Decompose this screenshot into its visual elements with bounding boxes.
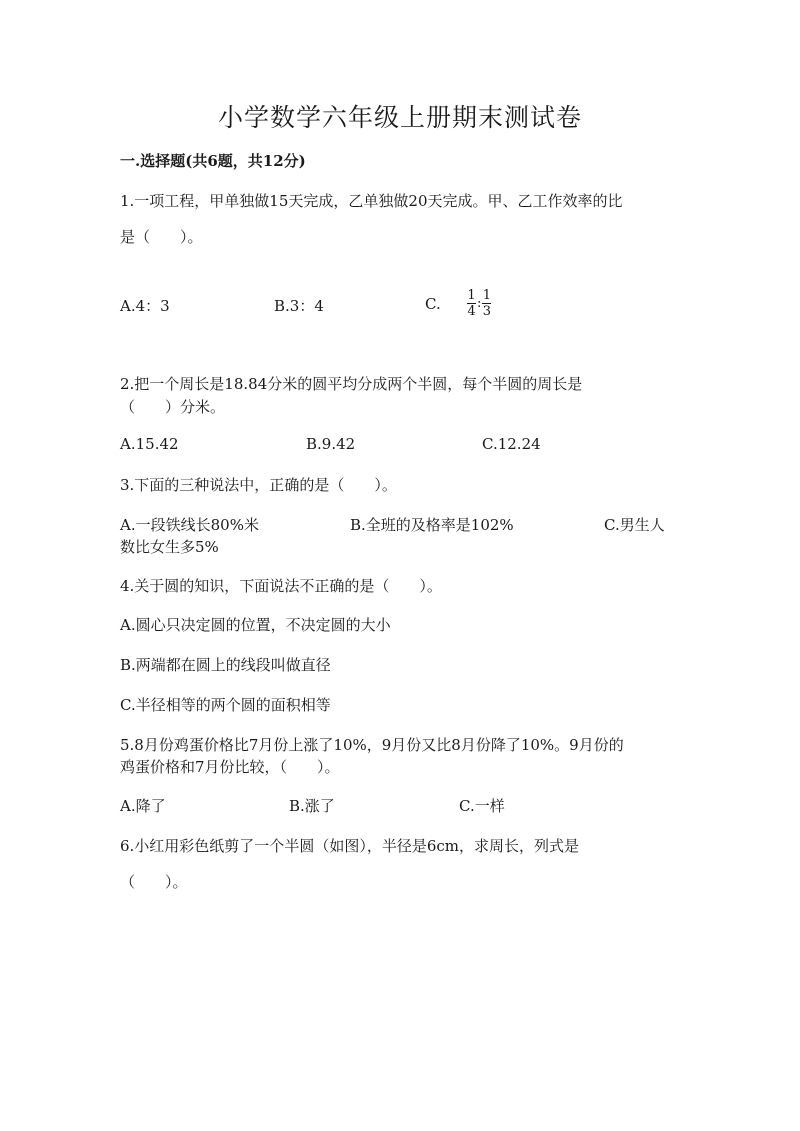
question-1-option-a: A.4：3 xyxy=(120,297,170,315)
question-2-text: 2.把一个周长是18.84分米的圆平均分成两个半圆，每个半圆的周长是 xyxy=(120,375,583,393)
question-1-option-b: B.3：4 xyxy=(274,297,324,315)
question-5-text-cont: 鸡蛋价格和7月份比较，（ ）。 xyxy=(120,758,340,776)
question-1-option-c: C. xyxy=(425,295,441,313)
question-3-option-b: B.全班的及格率是102% xyxy=(350,516,514,534)
ratio-colon: : xyxy=(477,296,482,311)
question-5-option-a: A.降了 xyxy=(120,797,166,815)
fraction-1-4 xyxy=(467,289,476,318)
question-3-option-c-cont: 数比女生多5% xyxy=(120,538,219,556)
question-1-option-c-ratio xyxy=(467,289,491,318)
section-heading: 一.选择题(共6题，共12分) xyxy=(120,152,306,170)
question-2-text-cont: （ ）分米。 xyxy=(120,398,226,416)
question-4-text: 4.关于圆的知识，下面说法不正确的是（ ）。 xyxy=(120,577,442,595)
question-4-option-c: C.半径相等的两个圆的面积相等 xyxy=(120,696,331,714)
question-6-text-cont: （ ）。 xyxy=(120,873,188,891)
question-3-option-c: C.男生人 xyxy=(604,516,665,534)
question-1-text: 1.一项工程，甲单独做15天完成，乙单独做20天完成。甲、乙工作效率的比 xyxy=(120,192,623,210)
question-5-option-c: C.一样 xyxy=(459,797,505,815)
question-3-text: 3.下面的三种说法中，正确的是（ ）。 xyxy=(120,476,397,494)
fraction-denominator: 3 xyxy=(482,304,492,319)
page-title: 小学数学六年级上册期末测试卷 xyxy=(217,103,582,132)
fraction-denominator: 4 xyxy=(467,304,476,319)
question-2-option-b: B.9.42 xyxy=(306,435,356,453)
fraction-1-3 xyxy=(482,289,491,318)
question-5-option-b: B.涨了 xyxy=(289,797,335,815)
question-5-text: 5.8月份鸡蛋价格比7月份上涨了10%，9月份又比8月份降了10%。9月份的 xyxy=(120,736,624,754)
question-1-text-cont: 是（ ）。 xyxy=(120,228,203,246)
question-2-option-c: C.12.24 xyxy=(482,435,541,453)
question-3-option-a: A.一段铁线长80%米 xyxy=(120,516,259,534)
fraction-numerator: 1 xyxy=(467,288,476,303)
question-4-option-a: A.圆心只决定圆的位置，不决定圆的大小 xyxy=(120,616,391,634)
question-6-text: 6.小红用彩色纸剪了一个半圆（如图），半径是6cm，求周长，列式是 xyxy=(120,837,579,855)
question-2-option-a: A.15.42 xyxy=(120,435,179,453)
fraction-numerator: 1 xyxy=(482,288,492,303)
question-4-option-b: B.两端都在圆上的线段叫做直径 xyxy=(120,656,331,674)
